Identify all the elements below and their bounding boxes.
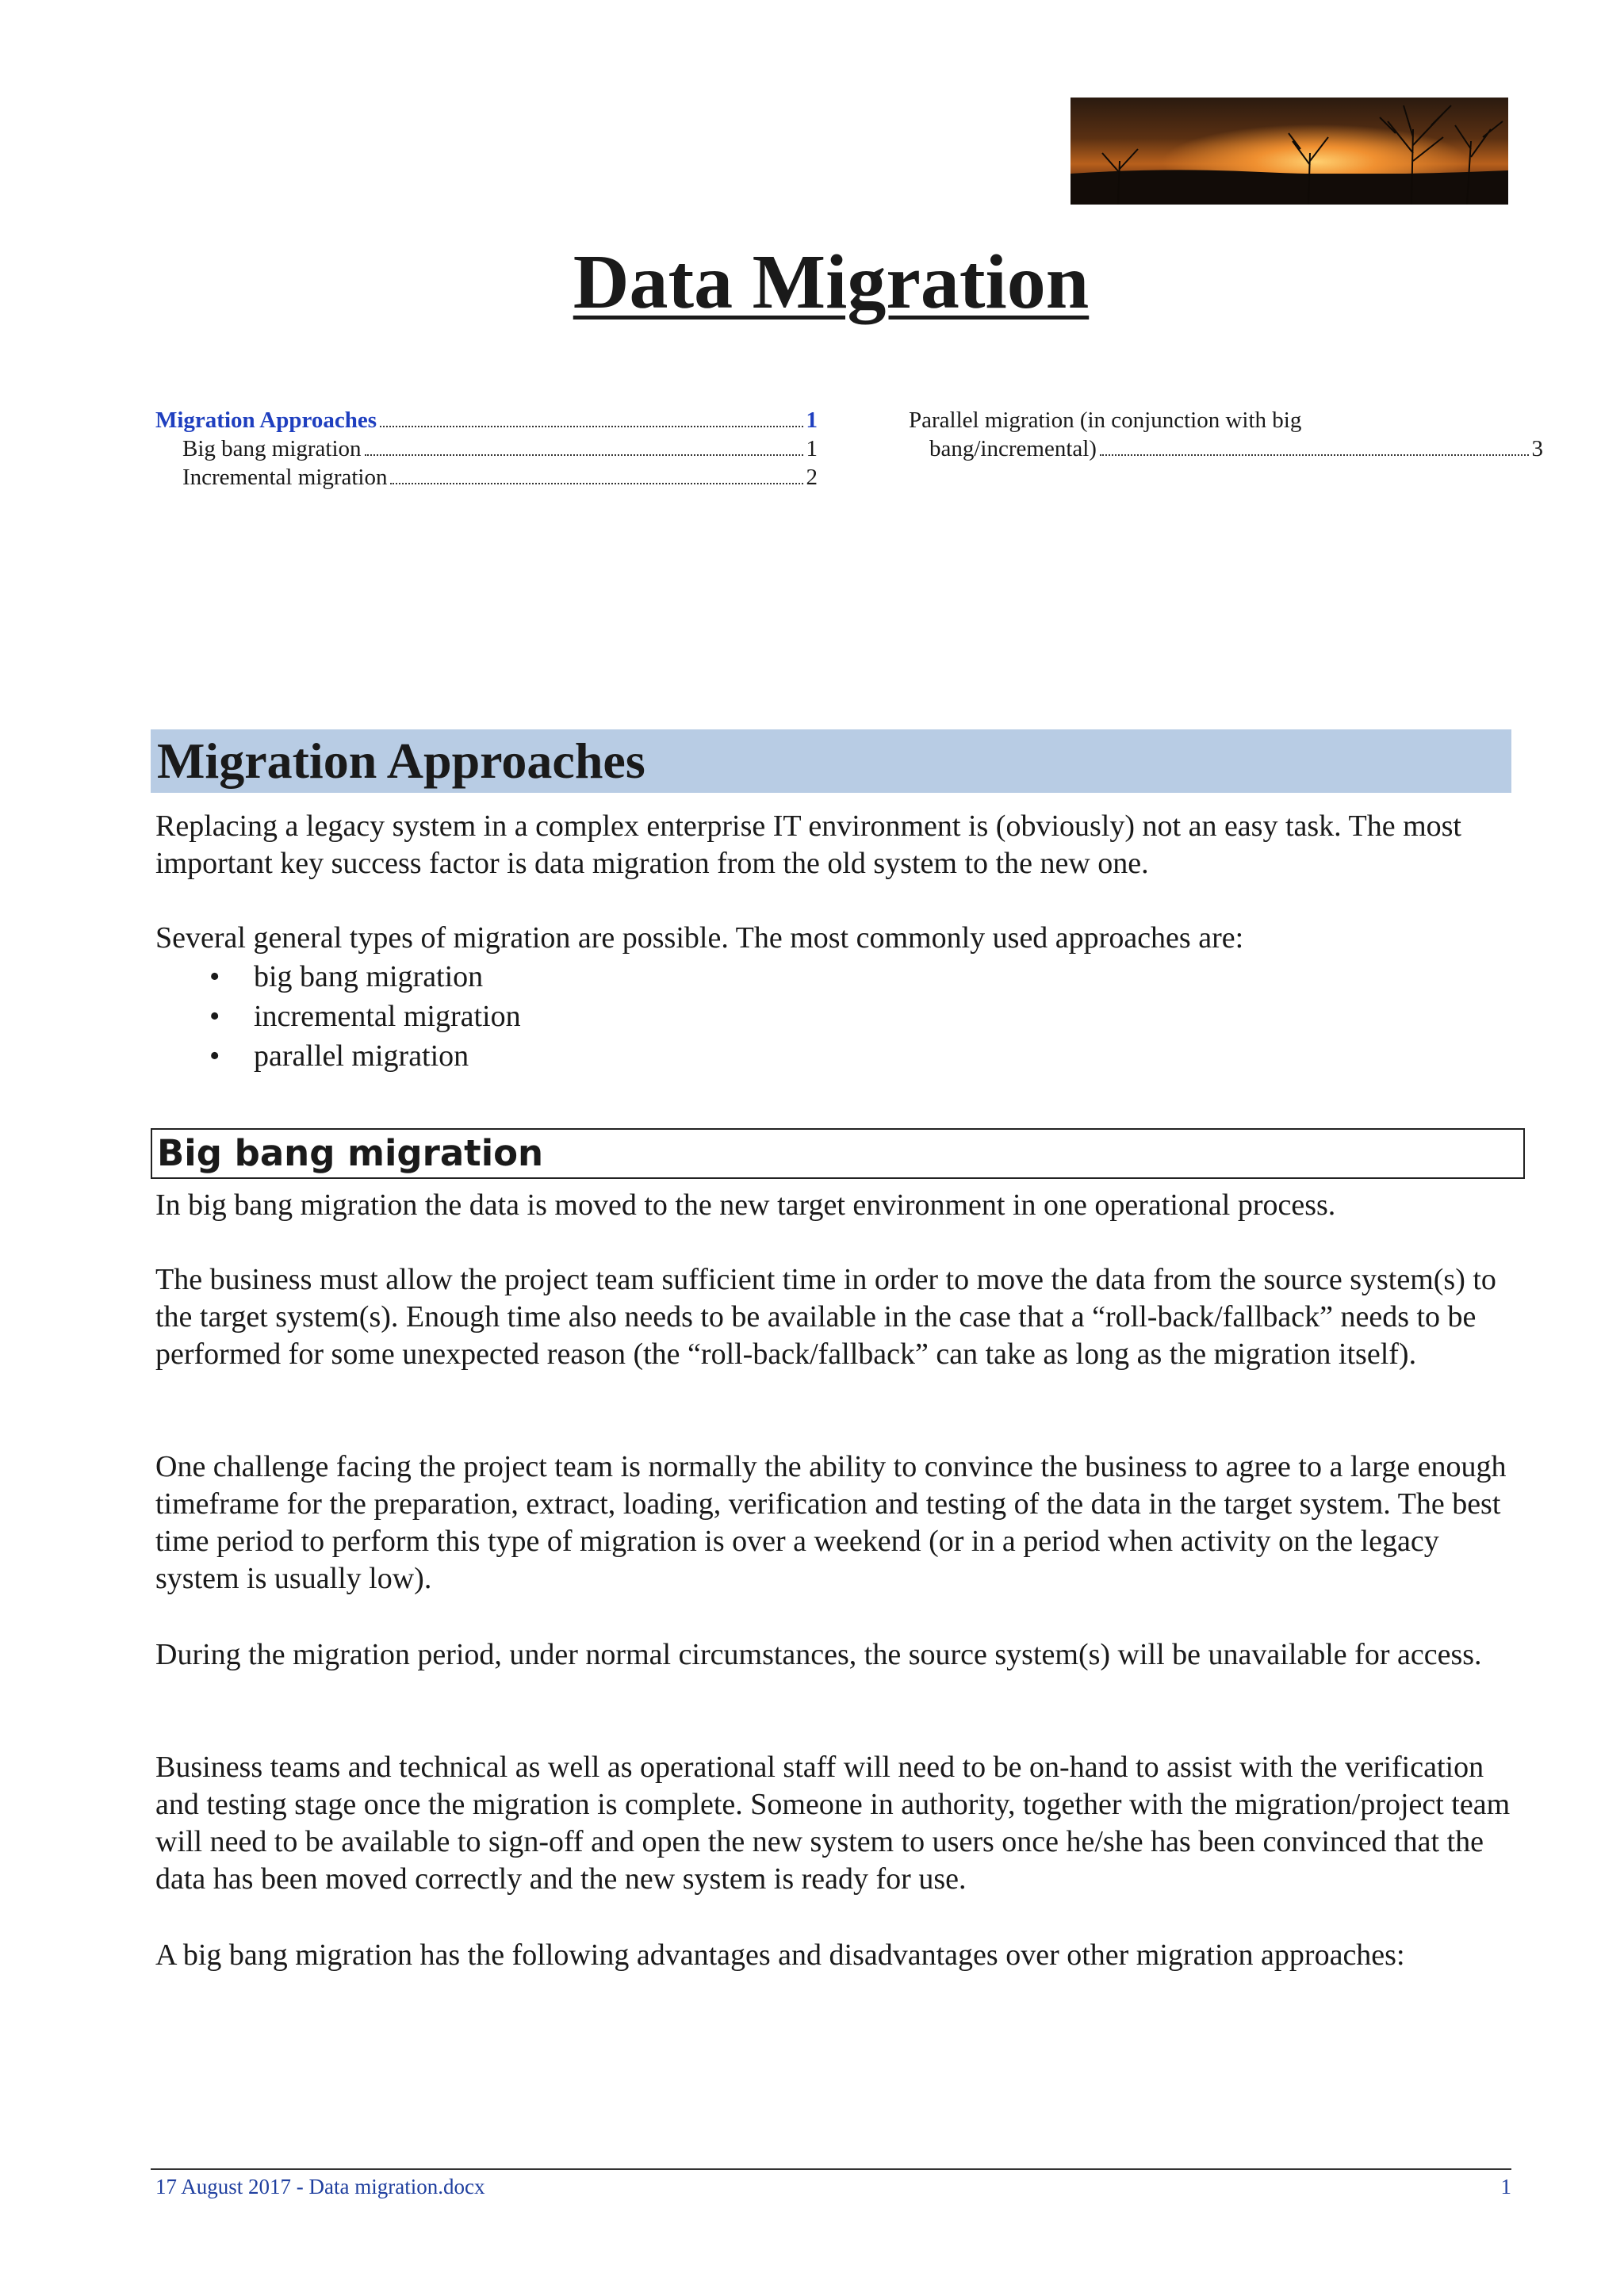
toc-entry-label-line1: Parallel migration (in conjunction with big xyxy=(909,408,1302,433)
document-title: Data Migration xyxy=(573,239,1090,325)
sunset-trees-graphic xyxy=(1071,98,1508,205)
paragraph-big-bang-staff: Business teams and technical as well as operational staff will need to be on-hand to assist with the verification and testing stage once the migration is complete. Someone in authority, together with the migration/project team will need to be available to sign-off and open the new system to users once he/she has been convinced that the data has been moved correctly and the new system is ready for use. xyxy=(155,1751,1511,1896)
toc-entry-label: Big bang migration xyxy=(182,436,362,461)
toc-entry-big-bang-migration[interactable] xyxy=(155,434,818,463)
list-item xyxy=(198,997,521,1036)
bullet-icon: • xyxy=(209,1000,220,1033)
toc-entry-page: 3 xyxy=(1531,436,1543,461)
list-item-text: big bang migration xyxy=(254,960,484,993)
heading-migration-approaches: Migration Approaches xyxy=(151,729,1511,793)
paragraph-big-bang-advantages: A big bang migration has the following advantages and disadvantages over other migration approaches: xyxy=(155,1938,1405,1972)
toc-entry-migration-approaches[interactable] xyxy=(155,406,818,434)
footer-divider xyxy=(151,2168,1511,2170)
toc-leader-dots xyxy=(380,425,803,427)
toc-entry-page: 1 xyxy=(806,408,818,433)
toc-entry-label-line2: bang/incremental) xyxy=(929,436,1097,461)
toc-leader-dots xyxy=(390,482,802,484)
paragraph-types: Several general types of migration are possible. The most commonly used approaches are: xyxy=(155,921,1244,955)
list-item-text: incremental migration xyxy=(254,1000,521,1033)
page-footer xyxy=(155,2175,1511,2199)
toc-leader-dots xyxy=(365,453,803,456)
list-item xyxy=(198,1036,521,1076)
paragraph-big-bang-time: The business must allow the project team sufficient time in order to move the data from the source system(s) to the target system(s). Enough time also needs to be available in the case that a “roll-back/fallback” needs to be performed for some unexpected reason (the “roll-back/fallback” can take as long as the migration itself). xyxy=(155,1263,1496,1371)
list-item xyxy=(198,957,521,997)
heading-big-bang-migration: Big bang migration xyxy=(151,1128,1525,1179)
table-of-contents-left xyxy=(155,406,818,492)
toc-entry-page: 2 xyxy=(806,465,818,490)
header-sunset-image xyxy=(1071,98,1508,205)
toc-leader-dots xyxy=(1100,453,1529,456)
toc-entry-incremental-migration[interactable] xyxy=(155,463,818,492)
toc-entry-label: Migration Approaches xyxy=(155,408,377,433)
paragraph-big-bang-definition: In big bang migration the data is moved to the new target environment in one operational process. xyxy=(155,1188,1336,1222)
bullet-icon: • xyxy=(209,960,220,993)
toc-entry-page: 1 xyxy=(806,436,818,461)
paragraph-intro: Replacing a legacy system in a complex enterprise IT environment is (obviously) not an easy task. The most important key success factor is data migration from the old system to the new one. xyxy=(155,809,1461,880)
toc-entry-label: Incremental migration xyxy=(182,465,388,490)
table-of-contents-right xyxy=(909,406,1543,463)
footer-document-info: 17 August 2017 - Data migration.docx xyxy=(155,2175,485,2198)
toc-entry-parallel-migration[interactable] xyxy=(909,406,1543,463)
paragraph-big-bang-challenge: One challenge facing the project team is normally the ability to convince the business to agree to a large enough timeframe for the preparation, extract, loading, verification and testing of the data in the target system. The best time period to perform this type of migration is over a weekend (or in a period when activity on the legacy system is usually low). xyxy=(155,1450,1507,1595)
list-item-text: parallel migration xyxy=(254,1039,469,1073)
paragraph-big-bang-availability: During the migration period, under normal circumstances, the source system(s) will be unavailable for access. xyxy=(155,1638,1482,1671)
bullet-icon: • xyxy=(209,1039,220,1073)
footer-page-number: 1 xyxy=(1500,2175,1511,2198)
approaches-bullet-list xyxy=(198,957,521,1076)
